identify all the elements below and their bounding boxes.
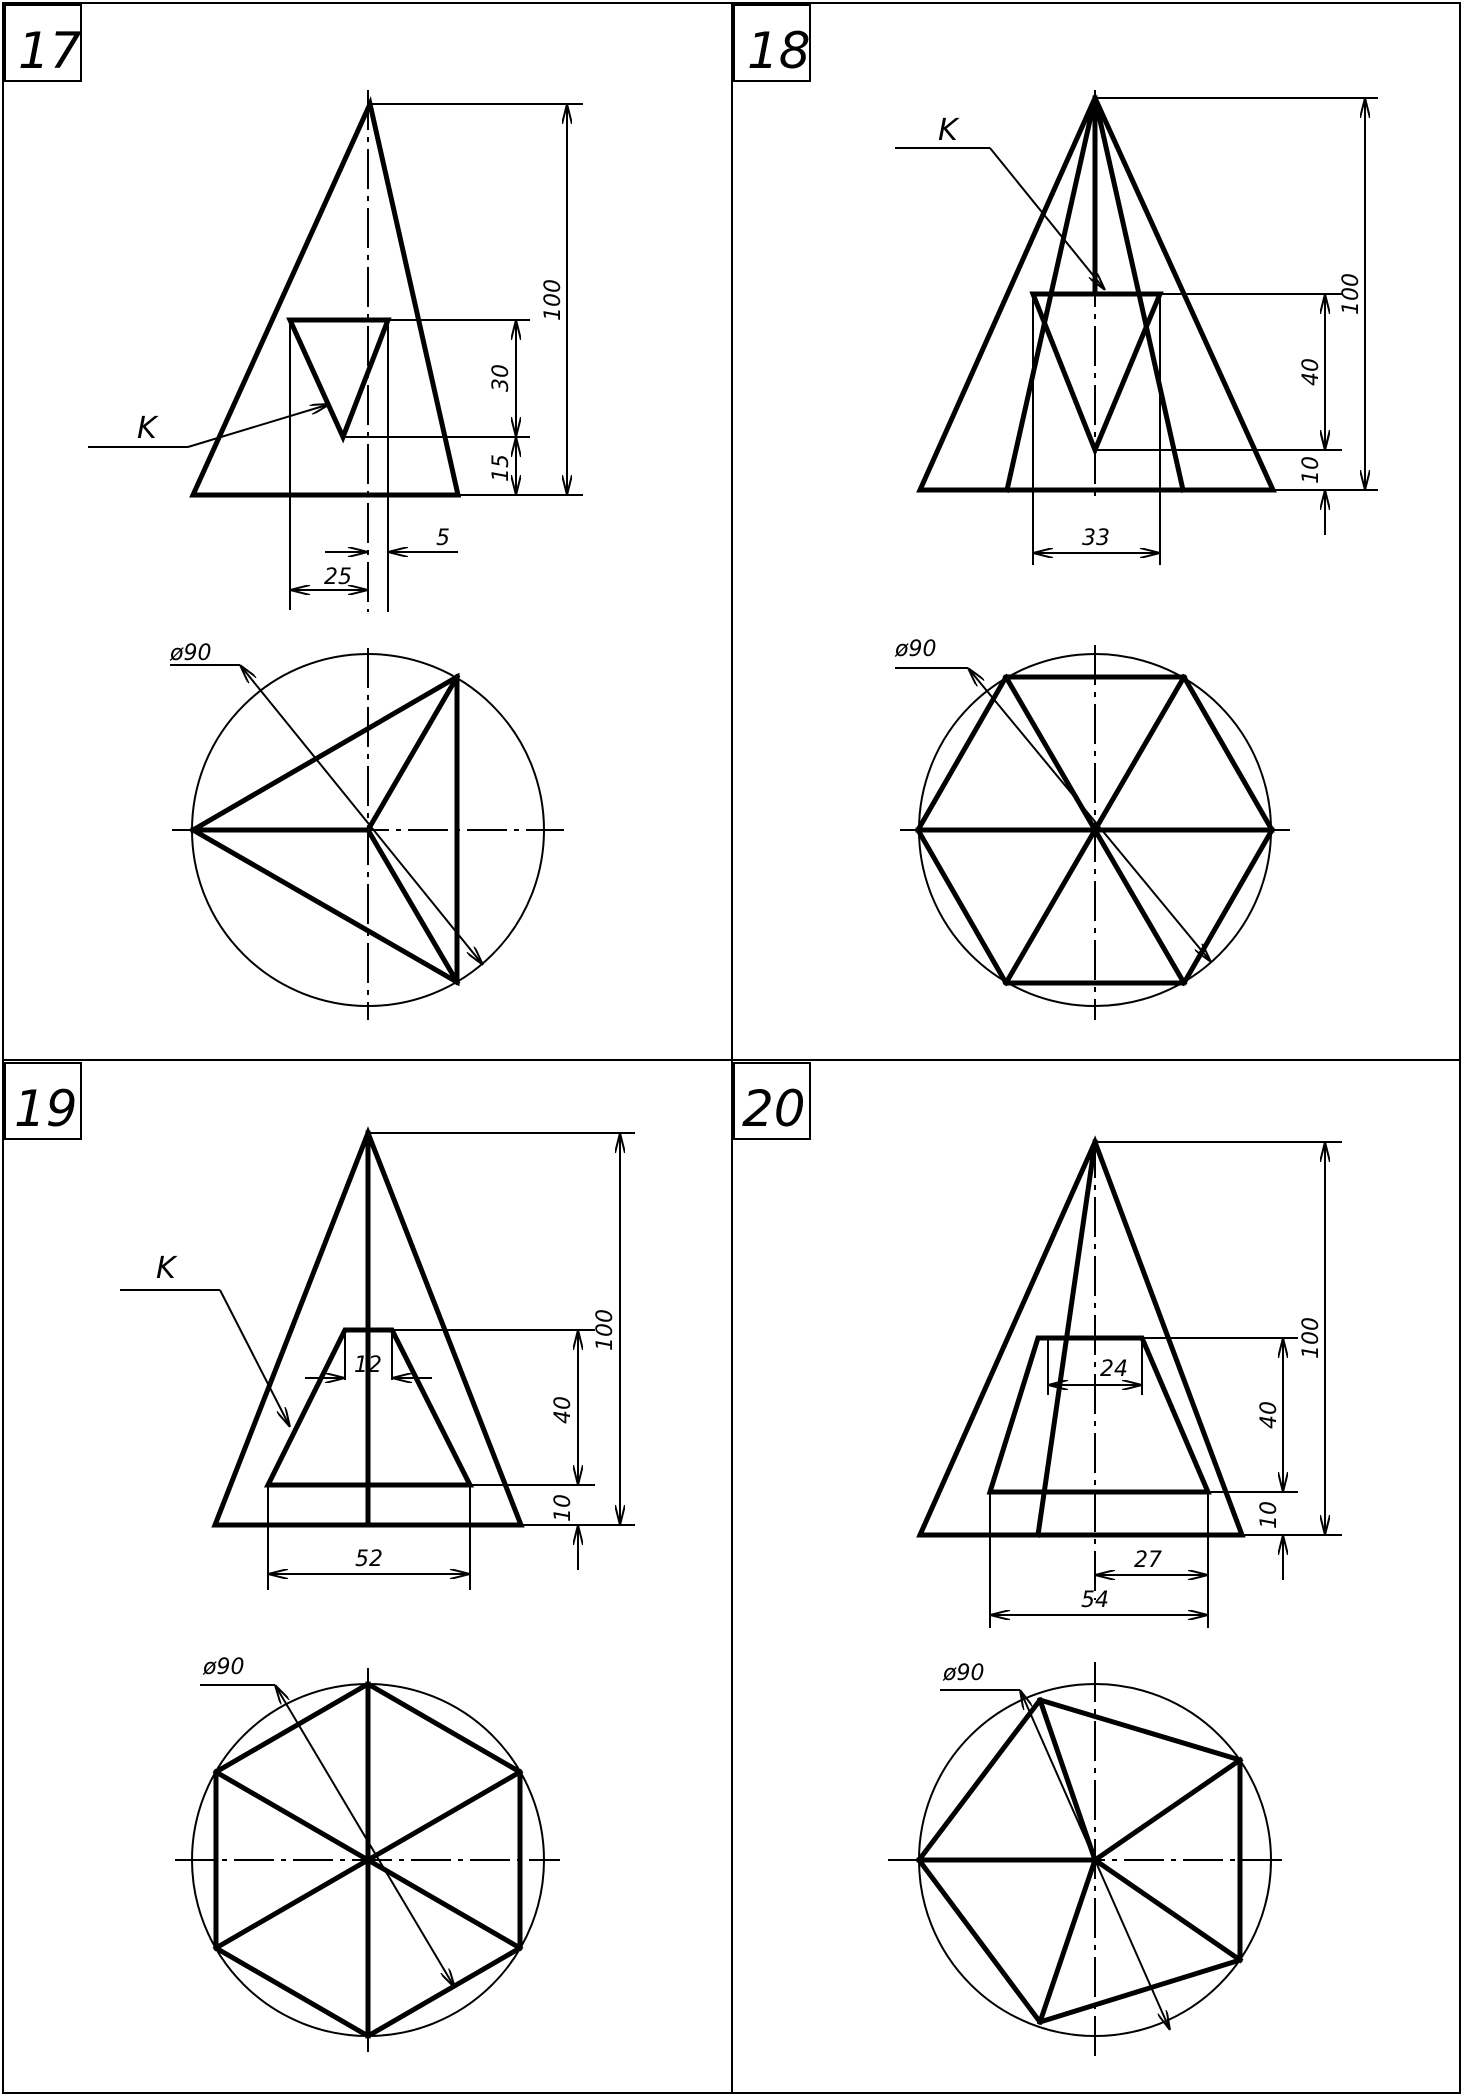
panel-17	[5, 5, 583, 1020]
panel-18	[734, 5, 1378, 1020]
dim-bottom-width: 52	[355, 1547, 383, 1572]
dim-diameter: ø90	[170, 641, 212, 666]
front-view	[88, 90, 583, 612]
panel-number: 18	[747, 22, 811, 80]
dim-notch-offset: 10	[551, 1494, 576, 1522]
dim-notch-offset: 10	[1257, 1501, 1282, 1529]
dim-width-a: 25	[324, 565, 352, 590]
dim-notch-height: 40	[551, 1396, 576, 1424]
dim-top-width: 12	[354, 1353, 382, 1378]
panel-20	[734, 1063, 1342, 2060]
panel-number: 17	[18, 22, 82, 80]
dim-notch-height: 40	[1257, 1401, 1282, 1429]
dim-diameter: ø90	[895, 637, 937, 662]
panel-number: 20	[742, 1080, 806, 1138]
dim-diameter: ø90	[943, 1661, 985, 1686]
dim-half-width: 27	[1134, 1548, 1162, 1573]
point-label: K	[137, 411, 157, 446]
panel-19	[5, 1063, 635, 2052]
point-label: K	[156, 1251, 176, 1286]
dim-notch-height: 30	[489, 364, 514, 392]
dim-notch-offset: 15	[489, 454, 514, 482]
dim-width-b: 5	[436, 526, 450, 551]
dim-height: 100	[593, 1309, 618, 1351]
panel-number: 19	[14, 1080, 78, 1138]
top-view	[170, 648, 564, 1020]
top-view	[888, 1662, 1285, 2060]
dim-height: 100	[1299, 1317, 1324, 1359]
front-view	[920, 1138, 1342, 1628]
dim-diameter: ø90	[203, 1655, 245, 1680]
dim-notch-offset: 10	[1299, 456, 1324, 484]
top-view	[895, 645, 1290, 1020]
dim-height: 100	[1339, 273, 1364, 315]
dim-height: 100	[541, 279, 566, 321]
point-label: K	[938, 113, 958, 148]
dim-bottom-width: 54	[1081, 1588, 1109, 1613]
dim-notch-height: 40	[1299, 358, 1324, 386]
front-view	[895, 90, 1378, 565]
dim-width: 33	[1082, 526, 1110, 551]
dim-top-width: 24	[1100, 1357, 1128, 1382]
top-view	[175, 1668, 560, 2052]
